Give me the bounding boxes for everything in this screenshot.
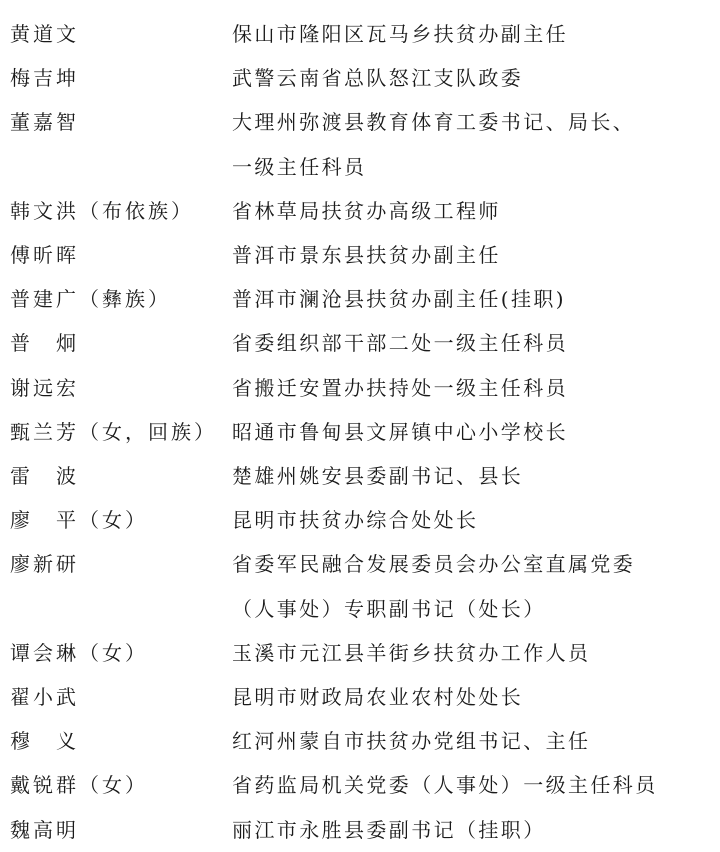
person-name: 谢远宏 — [10, 375, 79, 400]
position-line: 丽江市永胜县委副书记（挂职） — [232, 817, 546, 842]
person-position — [232, 542, 710, 630]
person-name: 傅昕晖 — [10, 243, 79, 268]
person-name: 廖新研 — [10, 552, 79, 577]
position-line: 普洱市景东县扶贫办副主任 — [232, 243, 501, 268]
person-name: 魏高明 — [10, 817, 79, 842]
person-position — [232, 321, 710, 365]
position-line: 省药监局机关党委（人事处）一级主任科员 — [232, 773, 658, 798]
person-position — [232, 631, 710, 675]
position-line: 省林草局扶贫办高级工程师 — [232, 198, 501, 223]
person-name: 韩文洪（布依族） — [10, 198, 194, 223]
position-line: 昆明市扶贫办综合处处长 — [232, 508, 479, 533]
list-item — [0, 763, 720, 807]
person-position — [232, 808, 710, 852]
position-line: 普洱市澜沧县扶贫办副主任(挂职) — [232, 287, 567, 312]
person-position — [232, 56, 710, 100]
person-position — [232, 498, 710, 542]
list-item — [0, 631, 720, 675]
position-line: 昭通市鲁甸县文屏镇中心小学校长 — [232, 419, 568, 444]
person-name: 董嘉智 — [10, 110, 79, 135]
list-item — [0, 233, 720, 277]
honoree-list — [0, 12, 720, 852]
position-line: 红河州蒙自市扶贫办党组书记、主任 — [232, 729, 591, 754]
position-line: （人事处）专职副书记（处长） — [232, 596, 546, 621]
person-name: 戴锐群（女） — [10, 773, 148, 798]
person-position — [232, 233, 710, 277]
position-line: 楚雄州姚安县委副书记、县长 — [232, 464, 524, 489]
person-name: 翟小武 — [10, 685, 79, 710]
person-position — [232, 719, 710, 763]
position-line: 保山市隆阳区瓦马乡扶贫办副主任 — [232, 22, 568, 46]
list-item — [0, 321, 720, 365]
person-position — [232, 675, 710, 719]
list-item — [0, 366, 720, 410]
position-line: 一级主任科员 — [232, 154, 367, 179]
position-line: 玉溪市元江县羊街乡扶贫办工作人员 — [232, 640, 591, 665]
person-name: 廖 平（女） — [10, 508, 148, 533]
person-name: 黄道文 — [10, 22, 79, 46]
position-line: 省委组织部干部二处一级主任科员 — [232, 331, 568, 356]
person-position — [232, 189, 710, 233]
list-item — [0, 189, 720, 233]
list-item — [0, 719, 720, 763]
person-name: 甄兰芳（女，回族） — [10, 419, 217, 444]
person-name: 普 炯 — [10, 331, 79, 356]
position-line: 昆明市财政局农业农村处处长 — [232, 685, 524, 710]
list-item — [0, 675, 720, 719]
list-item — [0, 410, 720, 454]
list-item — [0, 12, 720, 56]
list-item — [0, 808, 720, 852]
person-position — [232, 277, 710, 321]
person-name: 梅吉坤 — [10, 66, 79, 91]
position-line: 大理州弥渡县教育体育工委书记、局长、 — [232, 110, 636, 135]
list-item — [0, 277, 720, 321]
person-position — [232, 763, 710, 807]
person-name: 普建广（彝族） — [10, 287, 171, 312]
position-line: 省搬迁安置办扶持处一级主任科员 — [232, 375, 568, 400]
list-item — [0, 498, 720, 542]
person-name: 雷 波 — [10, 464, 79, 489]
person-position — [232, 454, 710, 498]
position-line: 武警云南省总队怒江支队政委 — [232, 66, 524, 91]
list-item — [0, 542, 720, 630]
position-line: 省委军民融合发展委员会办公室直属党委 — [232, 552, 636, 577]
person-name: 穆 义 — [10, 729, 79, 754]
list-item — [0, 100, 720, 188]
person-name: 谭会琳（女） — [10, 640, 148, 665]
person-position — [232, 366, 710, 410]
list-item — [0, 454, 720, 498]
person-position — [232, 100, 710, 188]
list-item — [0, 56, 720, 100]
person-position — [232, 12, 710, 56]
person-position — [232, 410, 710, 454]
